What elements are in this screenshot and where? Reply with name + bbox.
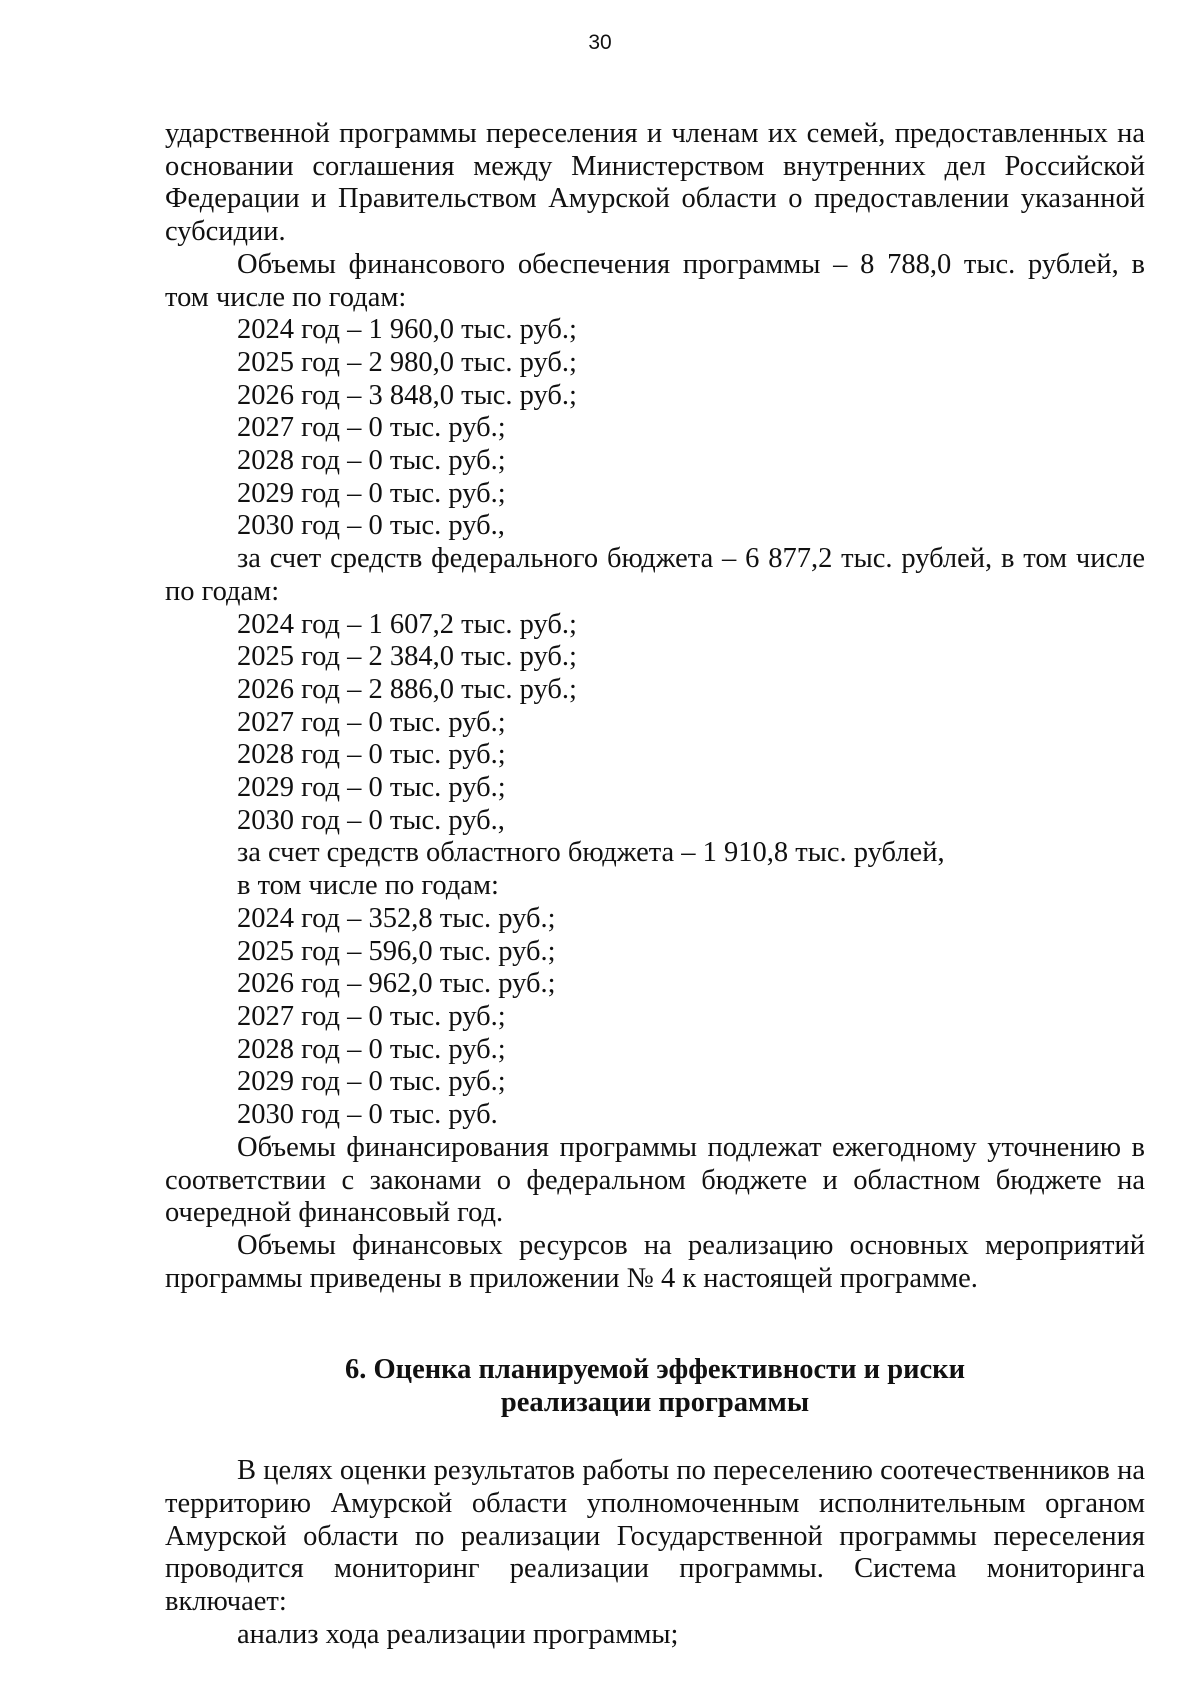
paragraph-regional-funding: за счет средств областного бюджета – 1 910,8 тыс. рублей, xyxy=(237,837,945,869)
list-item: 2027 год – 0 тыс. руб.; xyxy=(237,412,506,444)
paragraph-monitoring: В целях оценки результатов работы по переселению соотечественников на территорию Амурской области уполномоченным исполнительным органом Амурской области по реализации Государственной программы переселения проводится мониторинг реализации программы. Система мониторинга включает: xyxy=(165,1455,1145,1618)
list-item: 2025 год – 596,0 тыс. руб.; xyxy=(237,935,556,967)
list-item: 2027 год – 0 тыс. руб.; xyxy=(237,1000,506,1032)
section-heading-line: 6. Оценка планируемой эффективности и риски xyxy=(344,1354,965,1386)
list-item: 2026 год – 2 886,0 тыс. руб.; xyxy=(237,673,577,705)
document-body xyxy=(165,118,1145,1652)
list-item: 2030 год – 0 тыс. руб. xyxy=(237,1099,498,1131)
list-item: 2029 год – 0 тыс. руб.; xyxy=(237,477,506,509)
total-funding-by-year-list xyxy=(165,314,1145,543)
list-item: 2024 год – 1 607,2 тыс. руб.; xyxy=(237,608,577,640)
paragraph-annual-adjustment: Объемы финансирования программы подлежат ежегодному уточнению в соответствии с законами о федеральном бюджете и областном бюджете на очередной финансовый год. xyxy=(165,1131,1145,1229)
list-item: 2028 год – 0 тыс. руб.; xyxy=(237,1033,506,1065)
list-item: 2030 год – 0 тыс. руб., xyxy=(237,804,505,836)
list-item: 2026 год – 962,0 тыс. руб.; xyxy=(237,968,556,1000)
federal-funding-by-year-list xyxy=(165,609,1145,838)
page-number: 30 xyxy=(588,31,612,54)
paragraph-continuation: ударственной программы переселения и членам их семей, предоставленных на основании соглашения между Министерством внутренних дел Российской Федерации и Правительством Амурской области о предоставлении указанной субсидии. xyxy=(165,118,1145,248)
paragraph-appendix-reference: Объемы финансовых ресурсов на реализацию основных мероприятий программы приведены в приложении № 4 к настоящей программе. xyxy=(165,1229,1145,1294)
list-item: 2029 год – 0 тыс. руб.; xyxy=(237,772,506,804)
section-heading xyxy=(165,1353,1145,1419)
paragraph-monitoring-item: анализ хода реализации программы; xyxy=(237,1618,679,1650)
regional-funding-by-year-list xyxy=(165,903,1145,1132)
paragraph-total-funding: Объемы финансового обеспечения программы – 8 788,0 тыс. рублей, в том числе по годам: xyxy=(165,248,1145,313)
list-item: 2027 год – 0 тыс. руб.; xyxy=(237,706,506,738)
list-item: 2024 год – 352,8 тыс. руб.; xyxy=(237,902,556,934)
list-item: 2028 год – 0 тыс. руб.; xyxy=(237,739,506,771)
paragraph-federal-funding: за счет средств федерального бюджета – 6 877,2 тыс. рублей, в том числе по годам: xyxy=(165,543,1145,607)
list-item: 2025 год – 2 980,0 тыс. руб.; xyxy=(237,346,577,378)
paragraph-regional-funding-continued: в том числе по годам: xyxy=(237,870,499,902)
list-item: 2028 год – 0 тыс. руб.; xyxy=(237,445,506,477)
list-item: 2030 год – 0 тыс. руб., xyxy=(237,510,505,542)
list-item: 2026 год – 3 848,0 тыс. руб.; xyxy=(237,379,577,411)
section-heading-line: реализации программы xyxy=(500,1387,810,1419)
list-item: 2025 год – 2 384,0 тыс. руб.; xyxy=(237,641,577,673)
list-item: 2024 год – 1 960,0 тыс. руб.; xyxy=(237,314,577,346)
list-item: 2029 год – 0 тыс. руб.; xyxy=(237,1066,506,1098)
